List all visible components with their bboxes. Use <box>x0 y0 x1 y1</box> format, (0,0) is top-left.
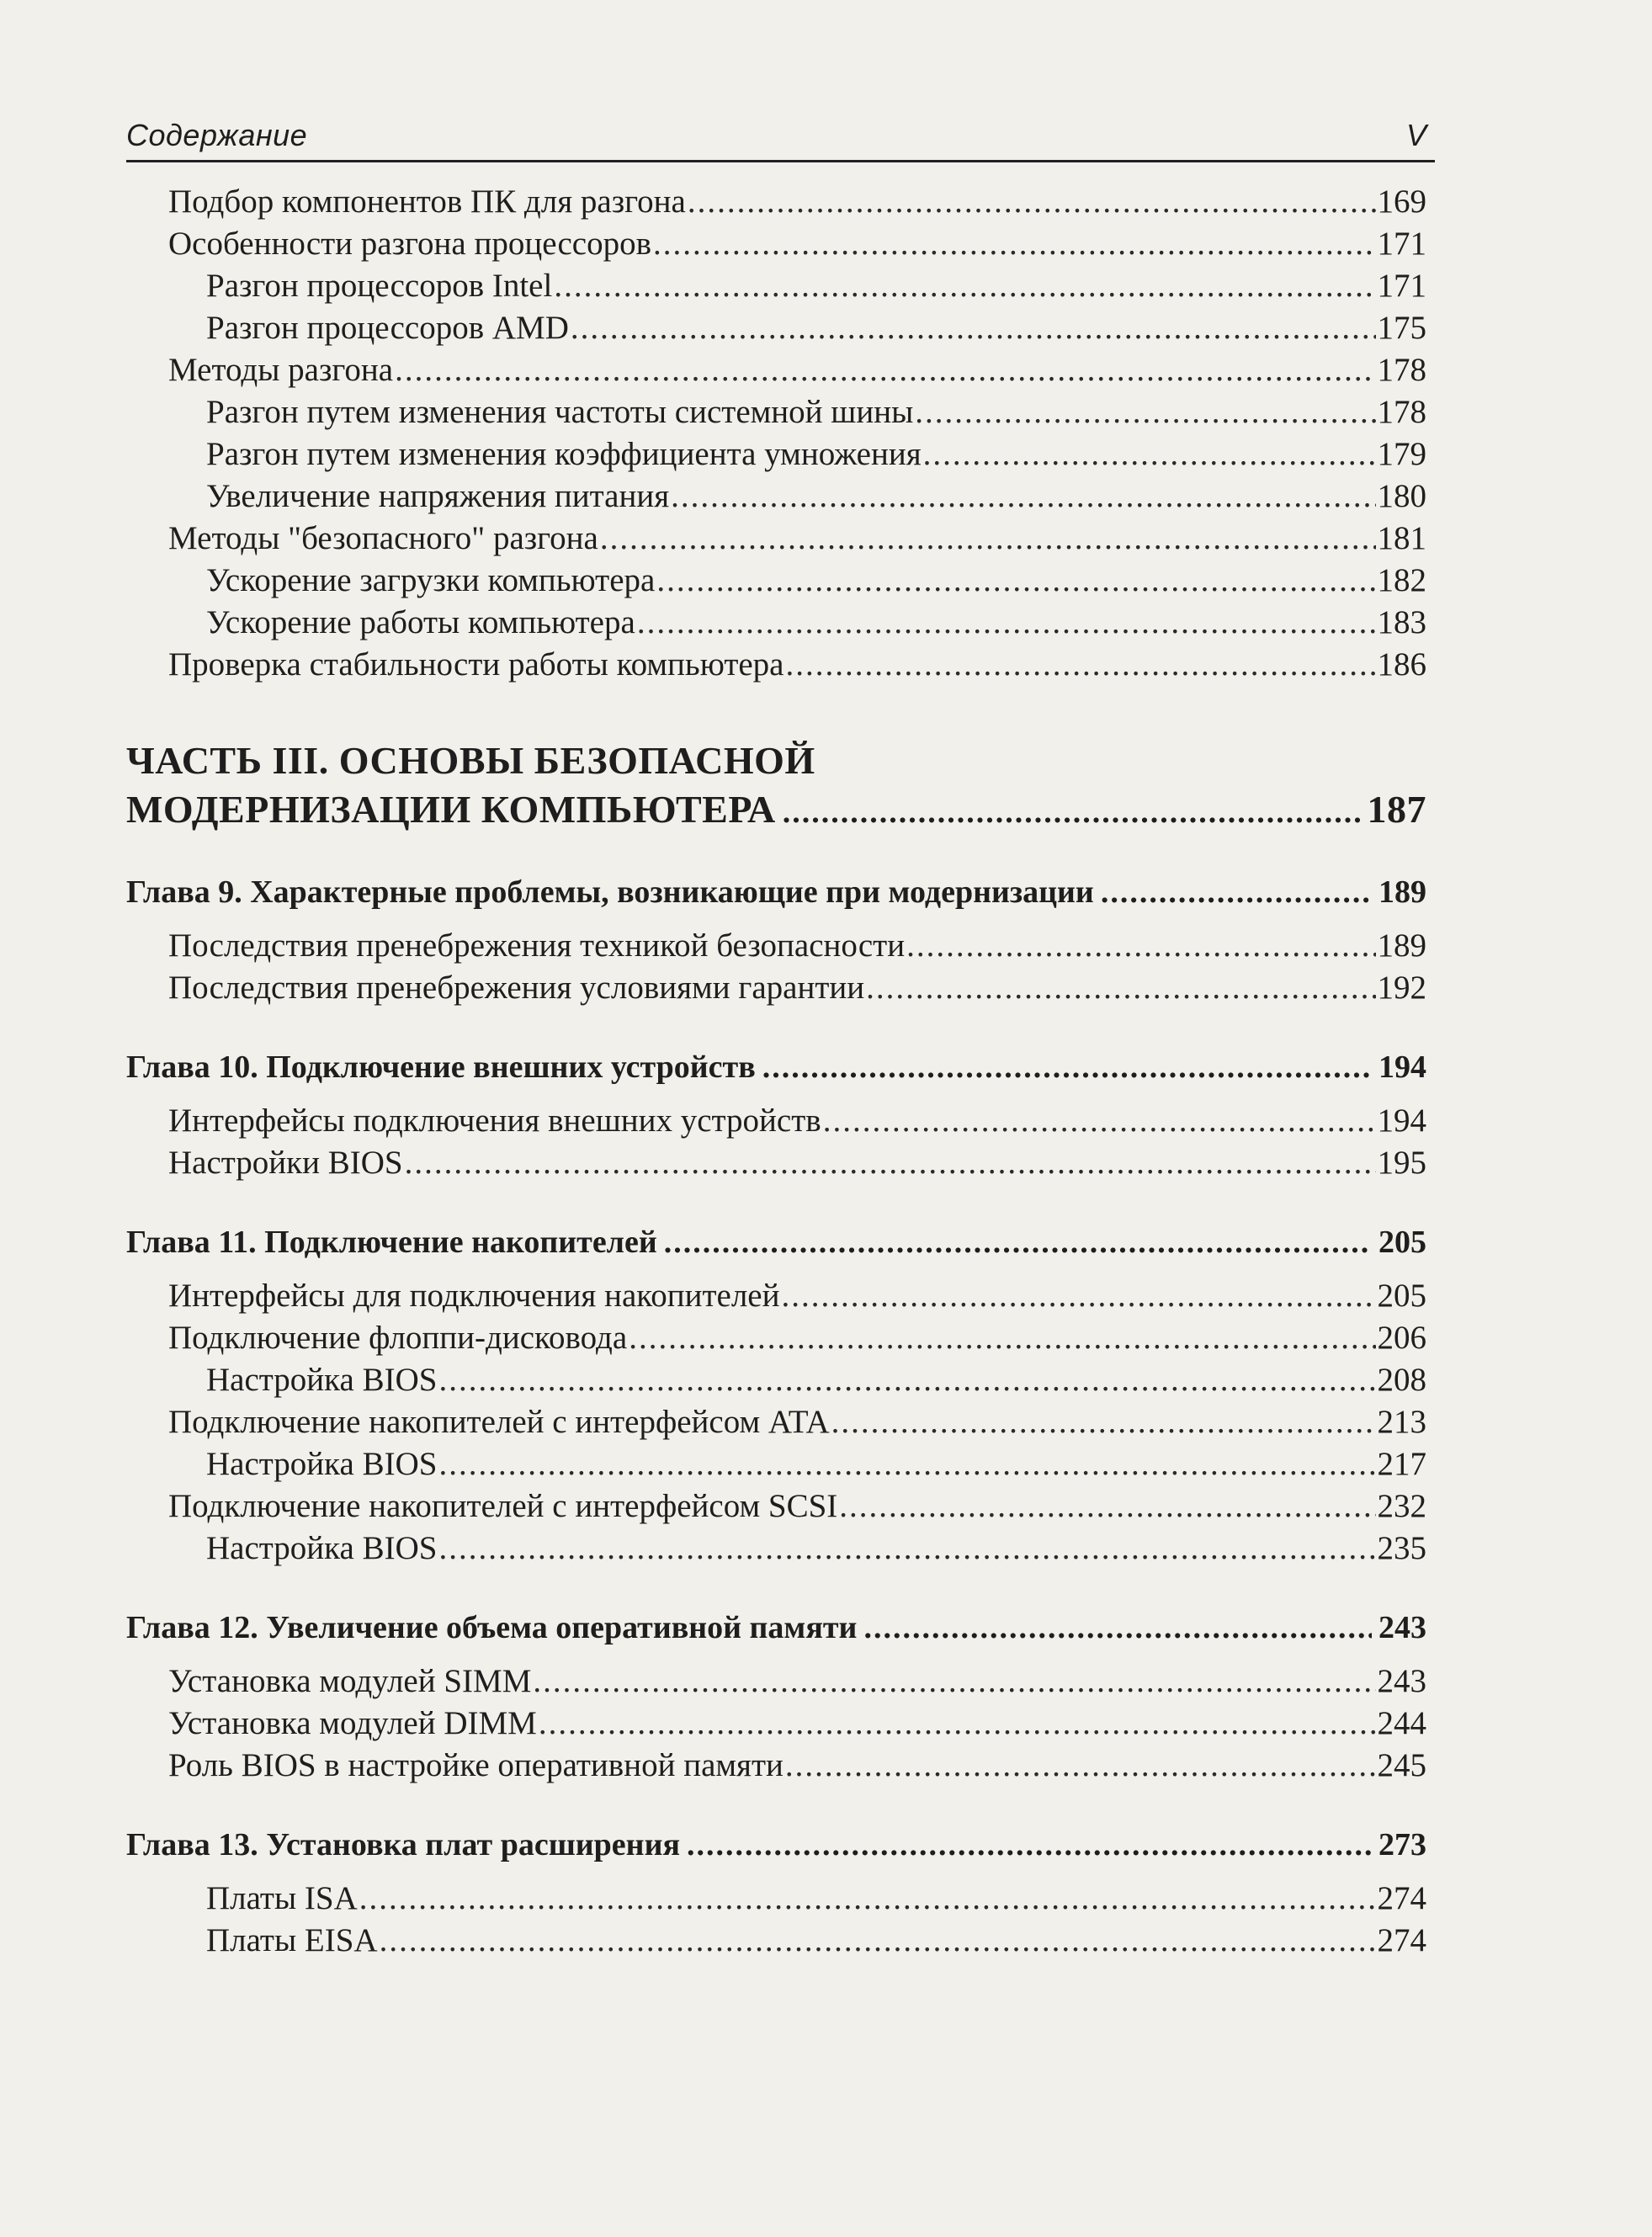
leader-dots <box>629 1317 1375 1359</box>
leader-dots <box>783 788 1361 837</box>
leader-dots <box>533 1660 1375 1703</box>
leader-dots <box>688 181 1376 223</box>
chapter-heading[interactable]: Глава 12. Увеличение объема оперативной памяти ..... 243 <box>126 1603 1435 1652</box>
toc-entry[interactable]: Роль BIOS в настройке оперативной памяти ..... 245 <box>126 1745 1435 1787</box>
toc-entry[interactable]: Проверка стабильности работы компьютера ..... 186 <box>126 644 1435 686</box>
toc-entry[interactable]: Последствия пренебрежения техникой безопасности ..... 189 <box>126 925 1435 967</box>
leader-dots <box>539 1703 1376 1745</box>
toc-entry[interactable]: Разгон путем изменения коэффициента умножения ..... 179 <box>126 433 1435 476</box>
leader-dots <box>671 476 1375 518</box>
toc-entry[interactable]: Ускорение загрузки компьютера ..... 182 <box>126 560 1435 602</box>
leader-dots <box>653 223 1375 265</box>
toc-entry[interactable]: Разгон процессоров AMD ..... 175 <box>126 307 1435 349</box>
toc-entry[interactable]: Подключение накопителей с интерфейсом ATA ..... 213 <box>126 1401 1435 1443</box>
leader-dots <box>823 1100 1376 1142</box>
leader-dots <box>571 307 1376 349</box>
leader-dots <box>656 560 1375 602</box>
leader-dots <box>637 602 1376 644</box>
toc-entry[interactable]: Настройка BIOS ..... 217 <box>126 1443 1435 1485</box>
leader-dots <box>395 349 1375 391</box>
toc-entry[interactable]: Платы EISA ..... 274 <box>126 1920 1435 1962</box>
part-title-line2-row <box>126 785 1435 834</box>
running-header <box>126 109 1435 162</box>
toc-entry[interactable]: Интерфейсы подключения внешних устройств ..... 194 <box>126 1100 1435 1142</box>
toc-entry[interactable]: Подбор компонентов ПК для разгона ..... 169 <box>126 181 1435 223</box>
toc-entry[interactable]: Установка модулей SIMM ..... 243 <box>126 1660 1435 1703</box>
toc-entry[interactable]: Ускорение работы компьютера ..... 183 <box>126 602 1435 644</box>
leader-dots <box>380 1920 1376 1962</box>
part-title-line2: МОДЕРНИЗАЦИИ КОМПЬЮТЕРА <box>126 788 776 831</box>
leader-dots <box>831 1401 1376 1443</box>
part-heading[interactable] <box>126 736 1435 834</box>
toc-entry[interactable]: Интерфейсы для подключения накопителей ..... 205 <box>126 1275 1435 1317</box>
toc-entry[interactable]: Методы разгона ..... 178 <box>126 349 1435 391</box>
leader-dots <box>687 1820 1372 1869</box>
chapter-heading[interactable]: Глава 13. Установка плат расширения ..... 273 <box>126 1820 1435 1869</box>
leader-dots <box>839 1485 1375 1528</box>
leader-dots <box>906 925 1375 967</box>
chapter-heading[interactable]: Глава 9. Характерные проблемы, возникающие при модернизации ..... 189 <box>126 868 1435 917</box>
toc-entry[interactable]: Настройка BIOS ..... 208 <box>126 1359 1435 1401</box>
leader-dots <box>405 1142 1376 1184</box>
header-title: Содержание <box>126 118 308 152</box>
leader-dots <box>866 967 1375 1009</box>
toc-group-top <box>126 181 1435 686</box>
chapter-heading[interactable]: Глава 10. Подключение внешних устройств ..... 194 <box>126 1043 1435 1092</box>
leader-dots <box>923 433 1376 476</box>
leader-dots <box>600 518 1376 560</box>
toc-entry[interactable]: Настройки BIOS ..... 195 <box>126 1142 1435 1184</box>
toc-entry[interactable]: Установка модулей DIMM ..... 244 <box>126 1703 1435 1745</box>
leader-dots <box>915 391 1375 433</box>
toc-entry[interactable]: Методы "безопасного" разгона ..... 181 <box>126 518 1435 560</box>
part-title-line1: ЧАСТЬ III. ОСНОВЫ БЕЗОПАСНОЙ <box>126 739 815 782</box>
leader-dots <box>782 1275 1376 1317</box>
leader-dots <box>438 1528 1375 1570</box>
toc-entry[interactable]: Платы ISA ..... 274 <box>126 1878 1435 1920</box>
leader-dots <box>762 1043 1372 1092</box>
leader-dots <box>664 1218 1372 1267</box>
toc-entry[interactable]: Особенности разгона процессоров ..... 171 <box>126 223 1435 265</box>
leader-dots <box>785 1745 1376 1787</box>
toc-entry[interactable]: Настройка BIOS ..... 235 <box>126 1528 1435 1570</box>
header-page-number: V <box>1405 118 1426 152</box>
leader-dots <box>1101 868 1372 917</box>
part-page: 187 <box>1367 788 1426 831</box>
toc-entry[interactable]: Последствия пренебрежения условиями гарантии ..... 192 <box>126 967 1435 1009</box>
leader-dots <box>438 1359 1375 1401</box>
table-of-contents <box>126 181 1435 1962</box>
toc-entry[interactable]: Увеличение напряжения питания ..... 180 <box>126 476 1435 518</box>
toc-entry[interactable]: Подключение накопителей с интерфейсом SCSI ..... 232 <box>126 1485 1435 1528</box>
leader-dots <box>785 644 1375 686</box>
toc-entry[interactable]: Разгон процессоров Intel ..... 171 <box>126 265 1435 307</box>
toc-entry[interactable]: Разгон путем изменения частоты системной шины ..... 178 <box>126 391 1435 433</box>
chapter-heading[interactable]: Глава 11. Подключение накопителей ..... 205 <box>126 1218 1435 1267</box>
leader-dots <box>359 1878 1376 1920</box>
toc-entry[interactable]: Подключение флоппи-дисковода ..... 206 <box>126 1317 1435 1359</box>
leader-dots <box>554 265 1375 307</box>
leader-dots <box>438 1443 1375 1485</box>
leader-dots <box>863 1603 1372 1652</box>
toc-page <box>126 109 1435 2146</box>
